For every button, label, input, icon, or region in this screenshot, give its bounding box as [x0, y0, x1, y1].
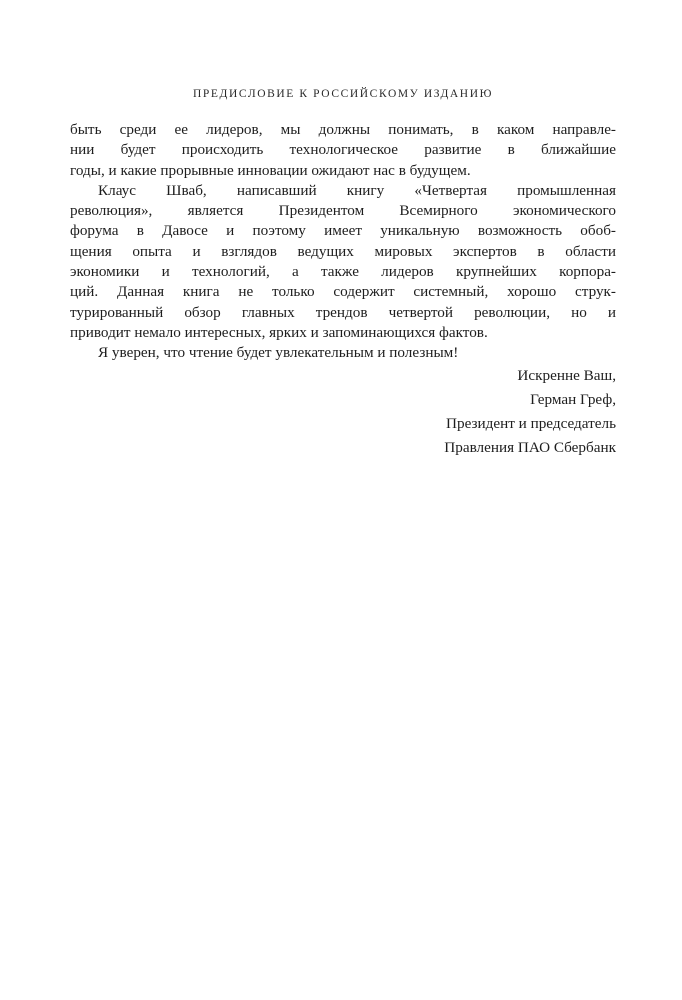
text-line: щения опыта и взглядов ведущих мировых экспертов в области	[70, 242, 616, 260]
text-line: революция», является Президентом Всемирного экономического	[70, 202, 616, 220]
text-line: ций. Данная книга не только содержит системный, хорошо струк-	[70, 283, 616, 301]
text-line: нии будет происходить технологическое развитие в ближайшие	[70, 141, 616, 159]
signature-closing: Искренне Ваш,	[517, 367, 616, 384]
text-line: Я уверен, что чтение будет увлекательным и полезным!	[98, 344, 459, 362]
text-line: быть среди ее лидеров, мы должны понимать, в каком направле-	[70, 121, 616, 138]
text-line: Клаус Шваб, написавший книгу «Четвертая промышленная	[98, 181, 616, 199]
signature-block	[300, 364, 616, 460]
text-line: турированный обзор главных трендов четвертой революции, но и	[70, 303, 616, 321]
text-line: экономики и технологий, а также лидеров крупнейших корпора-	[70, 263, 616, 281]
text-line: форума в Давосе и поэтому имеет уникальную возможность обоб-	[70, 222, 616, 240]
text-line: приводит немало интересных, ярких и запоминающихся фактов.	[70, 323, 488, 341]
signature-position: Президент и председатель	[446, 415, 616, 432]
signature-name: Герман Греф,	[530, 391, 616, 408]
running-header: ПРЕДИСЛОВИЕ К РОССИЙСКОМУ ИЗДАНИЮ	[192, 88, 494, 100]
signature-organization: Правления ПАО Сбербанк	[444, 439, 616, 456]
text-line: годы, и какие прорывные инновации ожидают нас в будущем.	[70, 161, 471, 179]
body-text	[70, 120, 616, 364]
